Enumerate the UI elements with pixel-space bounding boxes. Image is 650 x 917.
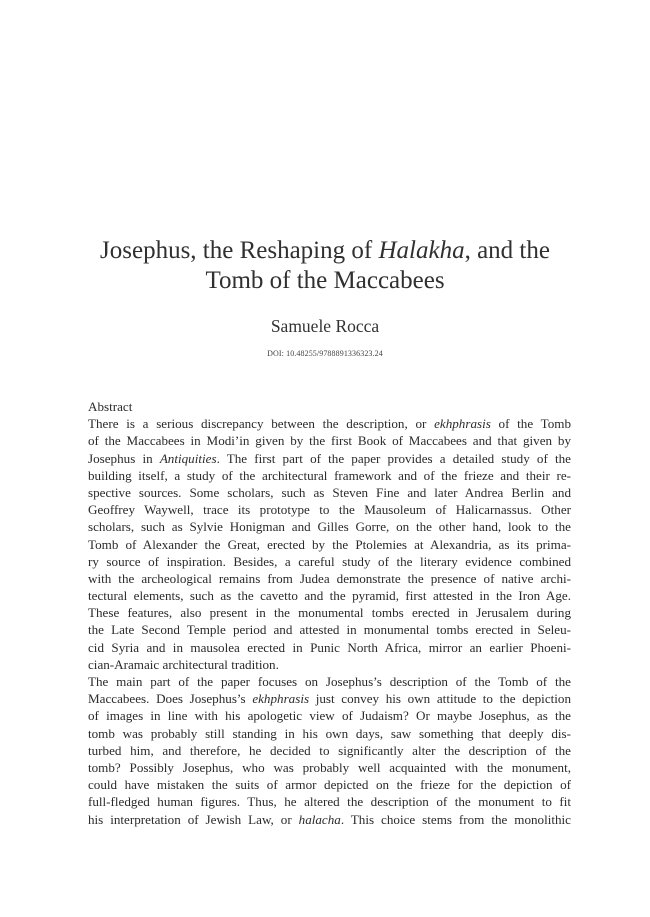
italic-term: Antiquities [159,450,217,466]
abstract-line [88,415,571,432]
italic-term: halacha [298,811,341,827]
abstract-line: of the Maccabees in Modi’in given by the first Book of Maccabees and that given by [88,433,571,449]
title-line-2: Tomb of the Maccabees [205,267,445,294]
abstract-line [88,811,571,828]
text-run: of the Tomb [490,416,571,432]
paper-title [60,236,590,296]
abstract-line: with the archeological remains from Judea demonstrate the presence of native archi- [88,570,571,586]
abstract-line: of images in line with his apologetic view of Judaism? Or maybe Josephus, as the [88,708,571,724]
text-run: Josephus in [88,450,160,466]
abstract-line: the Late Second Temple period and attested in monumental tombs erected in Seleu- [88,622,571,638]
title-line-1 [60,236,590,266]
text-run: his interpretation of Jewish Law, or [88,811,299,827]
abstract-line: full-fledged human figures. Thus, he altered the description of the monument to fit [88,794,571,810]
abstract-line: tectural elements, such as the cavetto and the pyramid, first attested in the Iron Age. [88,588,571,604]
text-run: . The first part of the paper provides a detailed study of the [216,450,571,466]
abstract-line: turbed him, and therefore, he decided to significantly alter the description of the [88,742,571,758]
doi: DOI: 10.48255/9788891336323.24 [267,349,383,358]
abstract-line: cian-Aramaic architectural tradition. [88,656,279,672]
abstract-line: These features, also present in the monumental tombs erected in Jerusalem during [88,605,571,621]
abstract [88,398,571,828]
abstract-line: tomb was probably still standing in his own days, saw something that deeply dis- [88,725,571,741]
abstract-line: cid Syria and in mausolea erected in Punic North Africa, mirror an earlier Phoeni- [88,639,571,655]
author-name: Samuele Rocca [270,316,380,336]
abstract-line [88,450,571,467]
abstract-line: could have mistaken the suits of armor depicted on the frieze for the depiction of [88,777,571,793]
abstract-line: scholars, such as Sylvie Honigman and Gilles Gorre, on the other hand, look to the [88,519,571,535]
title-italic-term: Halakha [378,237,465,264]
text-run: Maccabees. Does Josephus’s [88,691,253,707]
abstract-line: spective sources. Some scholars, such as Steven Fine and later Andrea Berlin and [88,484,571,500]
abstract-line: building itself, a study of the architectural framework and of the frieze and their re- [88,467,571,483]
title-line-1-end: , and the [464,237,550,264]
text-run: just convey his own attitude to the depiction [309,691,571,707]
abstract-line: Tomb of Alexander the Great, erected by the Ptolemies at Alexandria, as its prima- [88,536,571,552]
abstract-heading: Abstract [88,399,133,414]
text-run: . This choice stems from the monolithic [340,811,571,827]
italic-term: ekhphrasis [434,416,491,432]
abstract-line: Geoffrey Waywell, trace its prototype to the Mausoleum of Halicarnassus. Other [88,502,571,518]
italic-term: ekhphrasis [252,691,310,707]
abstract-line: The main part of the paper focuses on Josephus’s description of the Tomb of the [88,674,571,689]
text-run: There is a serious discrepancy between the description, or [88,416,435,432]
abstract-line: tomb? Possibly Josephus, who was probably well acquainted with the monument, [88,759,571,775]
title-line-1-start: Josephus, the Reshaping of [100,237,379,264]
abstract-line [88,690,571,707]
abstract-line: ry source of inspiration. Besides, a careful study of the literary evidence combined [88,553,571,569]
